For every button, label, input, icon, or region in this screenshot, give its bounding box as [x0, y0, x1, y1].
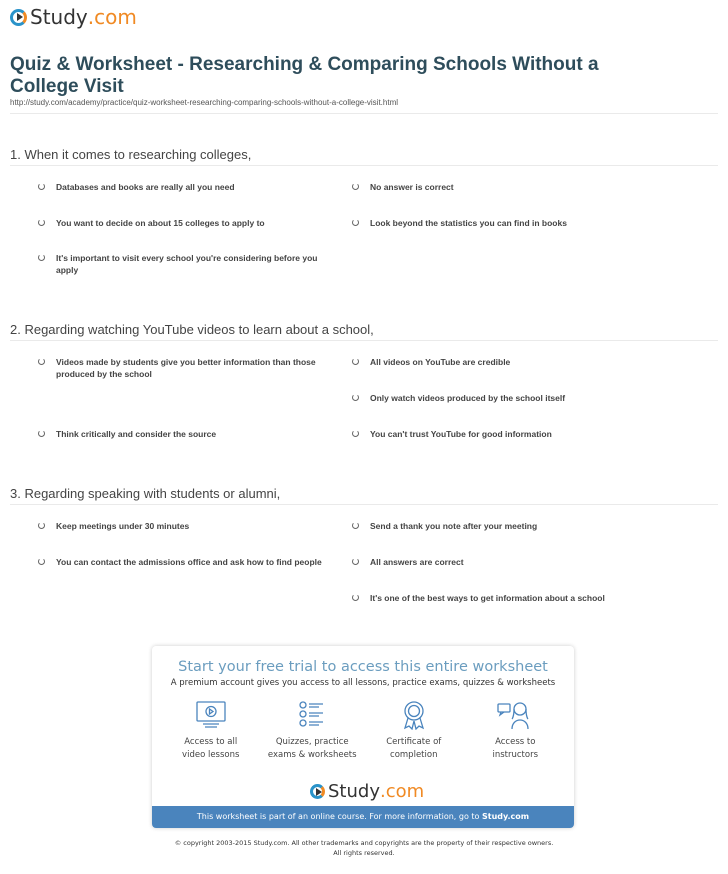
- study-link[interactable]: Study.com: [481, 812, 530, 821]
- rights-line: All rights reserved.: [333, 849, 395, 857]
- divider: [10, 340, 718, 341]
- radio-icon[interactable]: [38, 254, 45, 261]
- option-label: Think critically and consider the source: [56, 429, 217, 439]
- study-logo: [310, 781, 424, 802]
- radio-icon[interactable]: [352, 430, 359, 437]
- radio-icon[interactable]: [352, 183, 359, 190]
- feature-label: Access to all: [184, 737, 238, 747]
- free-trial-promo[interactable]: [152, 646, 574, 828]
- logo-text: Study: [30, 5, 88, 29]
- copyright-line: © copyright 2003-2015 Study.com. All other trademarks and copyrights are the property of their respective owners.: [174, 839, 554, 847]
- answer-option[interactable]: [352, 392, 642, 404]
- answer-option[interactable]: [38, 520, 328, 532]
- option-label: Videos made by students give you better information than those produced by the school: [56, 357, 316, 379]
- radio-icon[interactable]: [38, 430, 45, 437]
- question-1: 1. When it comes to researching colleges,: [10, 147, 252, 162]
- radio-icon[interactable]: [38, 522, 45, 529]
- divider: [10, 113, 718, 114]
- feature-label: completion: [390, 750, 438, 760]
- radio-icon[interactable]: [352, 394, 359, 401]
- question-2: 2. Regarding watching YouTube videos to learn about a school,: [10, 322, 374, 337]
- option-label: Keep meetings under 30 minutes: [56, 521, 190, 531]
- option-label: Look beyond the statistics you can find in books: [370, 218, 567, 228]
- divider: [10, 504, 718, 505]
- radio-icon[interactable]: [352, 219, 359, 226]
- banner-text: This worksheet is part of an online course. For more information, go to: [196, 812, 482, 821]
- option-label: You can't trust YouTube for good information: [370, 429, 552, 439]
- feature-label: Certificate of: [386, 737, 442, 747]
- radio-icon[interactable]: [38, 183, 45, 190]
- radio-icon[interactable]: [352, 522, 359, 529]
- certificate-icon: [398, 700, 430, 730]
- page-title: Quiz & Worksheet - Researching & Comparing Schools Without a College Visit: [10, 54, 599, 97]
- option-label: All videos on YouTube are credible: [370, 357, 511, 367]
- answer-option[interactable]: [38, 252, 328, 276]
- option-label: It's important to visit every school you're considering before you apply: [56, 253, 318, 275]
- feature-label: Quizzes, practice: [275, 737, 349, 747]
- quiz-list-icon: [296, 700, 328, 730]
- answer-option[interactable]: [38, 356, 328, 380]
- answer-option[interactable]: [352, 181, 642, 193]
- answer-option[interactable]: [352, 217, 642, 229]
- feature-label: exams & worksheets: [267, 750, 357, 760]
- video-lessons-icon: [195, 700, 227, 730]
- feature-label: Access to: [495, 737, 536, 747]
- feature-instructors: [465, 700, 565, 762]
- instructor-icon: [497, 700, 533, 730]
- answer-option[interactable]: [38, 181, 328, 193]
- promo-title[interactable]: Start your free trial to access this entire worksheet: [178, 659, 548, 675]
- study-logo: [10, 5, 137, 29]
- play-logo-icon: [310, 784, 325, 799]
- answer-option[interactable]: [352, 520, 642, 532]
- radio-icon[interactable]: [38, 358, 45, 365]
- option-label: All answers are correct: [370, 557, 464, 567]
- radio-icon[interactable]: [38, 219, 45, 226]
- feature-label: video lessons: [182, 750, 240, 760]
- radio-icon[interactable]: [352, 358, 359, 365]
- logo-text: Study: [328, 781, 380, 802]
- option-label: You want to decide on about 15 colleges to apply to: [56, 218, 265, 228]
- option-label: No answer is correct: [370, 182, 454, 192]
- option-label: Databases and books are really all you need: [56, 182, 235, 192]
- answer-option[interactable]: [352, 556, 642, 568]
- option-label: Send a thank you note after your meeting: [370, 521, 538, 531]
- option-label: Only watch videos produced by the school itself: [370, 393, 566, 403]
- divider: [10, 165, 718, 166]
- feature-certificate: [364, 700, 464, 762]
- option-label: It's one of the best ways to get information about a school: [370, 593, 605, 603]
- answer-option[interactable]: [38, 428, 328, 440]
- copyright: [0, 838, 728, 858]
- promo-banner: [152, 806, 574, 828]
- radio-icon[interactable]: [352, 558, 359, 565]
- answer-option[interactable]: [352, 356, 642, 368]
- radio-icon[interactable]: [352, 594, 359, 601]
- radio-icon[interactable]: [38, 558, 45, 565]
- play-logo-icon: [10, 9, 27, 26]
- answer-option[interactable]: [352, 592, 642, 604]
- answer-option[interactable]: [38, 217, 328, 229]
- logo-dot: .com: [87, 5, 137, 29]
- feature-quizzes: [262, 700, 362, 762]
- answer-option[interactable]: [352, 428, 642, 440]
- feature-video-lessons: [161, 700, 261, 762]
- feature-label: instructors: [492, 750, 539, 760]
- logo-dot: .com: [379, 781, 425, 802]
- promo-subtitle: A premium account gives you access to all lessons, practice exams, quizzes & worksheets: [170, 678, 556, 688]
- question-3: 3. Regarding speaking with students or alumni,: [10, 486, 281, 501]
- answer-option[interactable]: [38, 556, 328, 568]
- page-url: http://study.com/academy/practice/quiz-worksheet-researching-comparing-schools-without-a-college-visit.html: [10, 98, 399, 107]
- option-label: You can contact the admissions office and ask how to find people: [56, 557, 322, 567]
